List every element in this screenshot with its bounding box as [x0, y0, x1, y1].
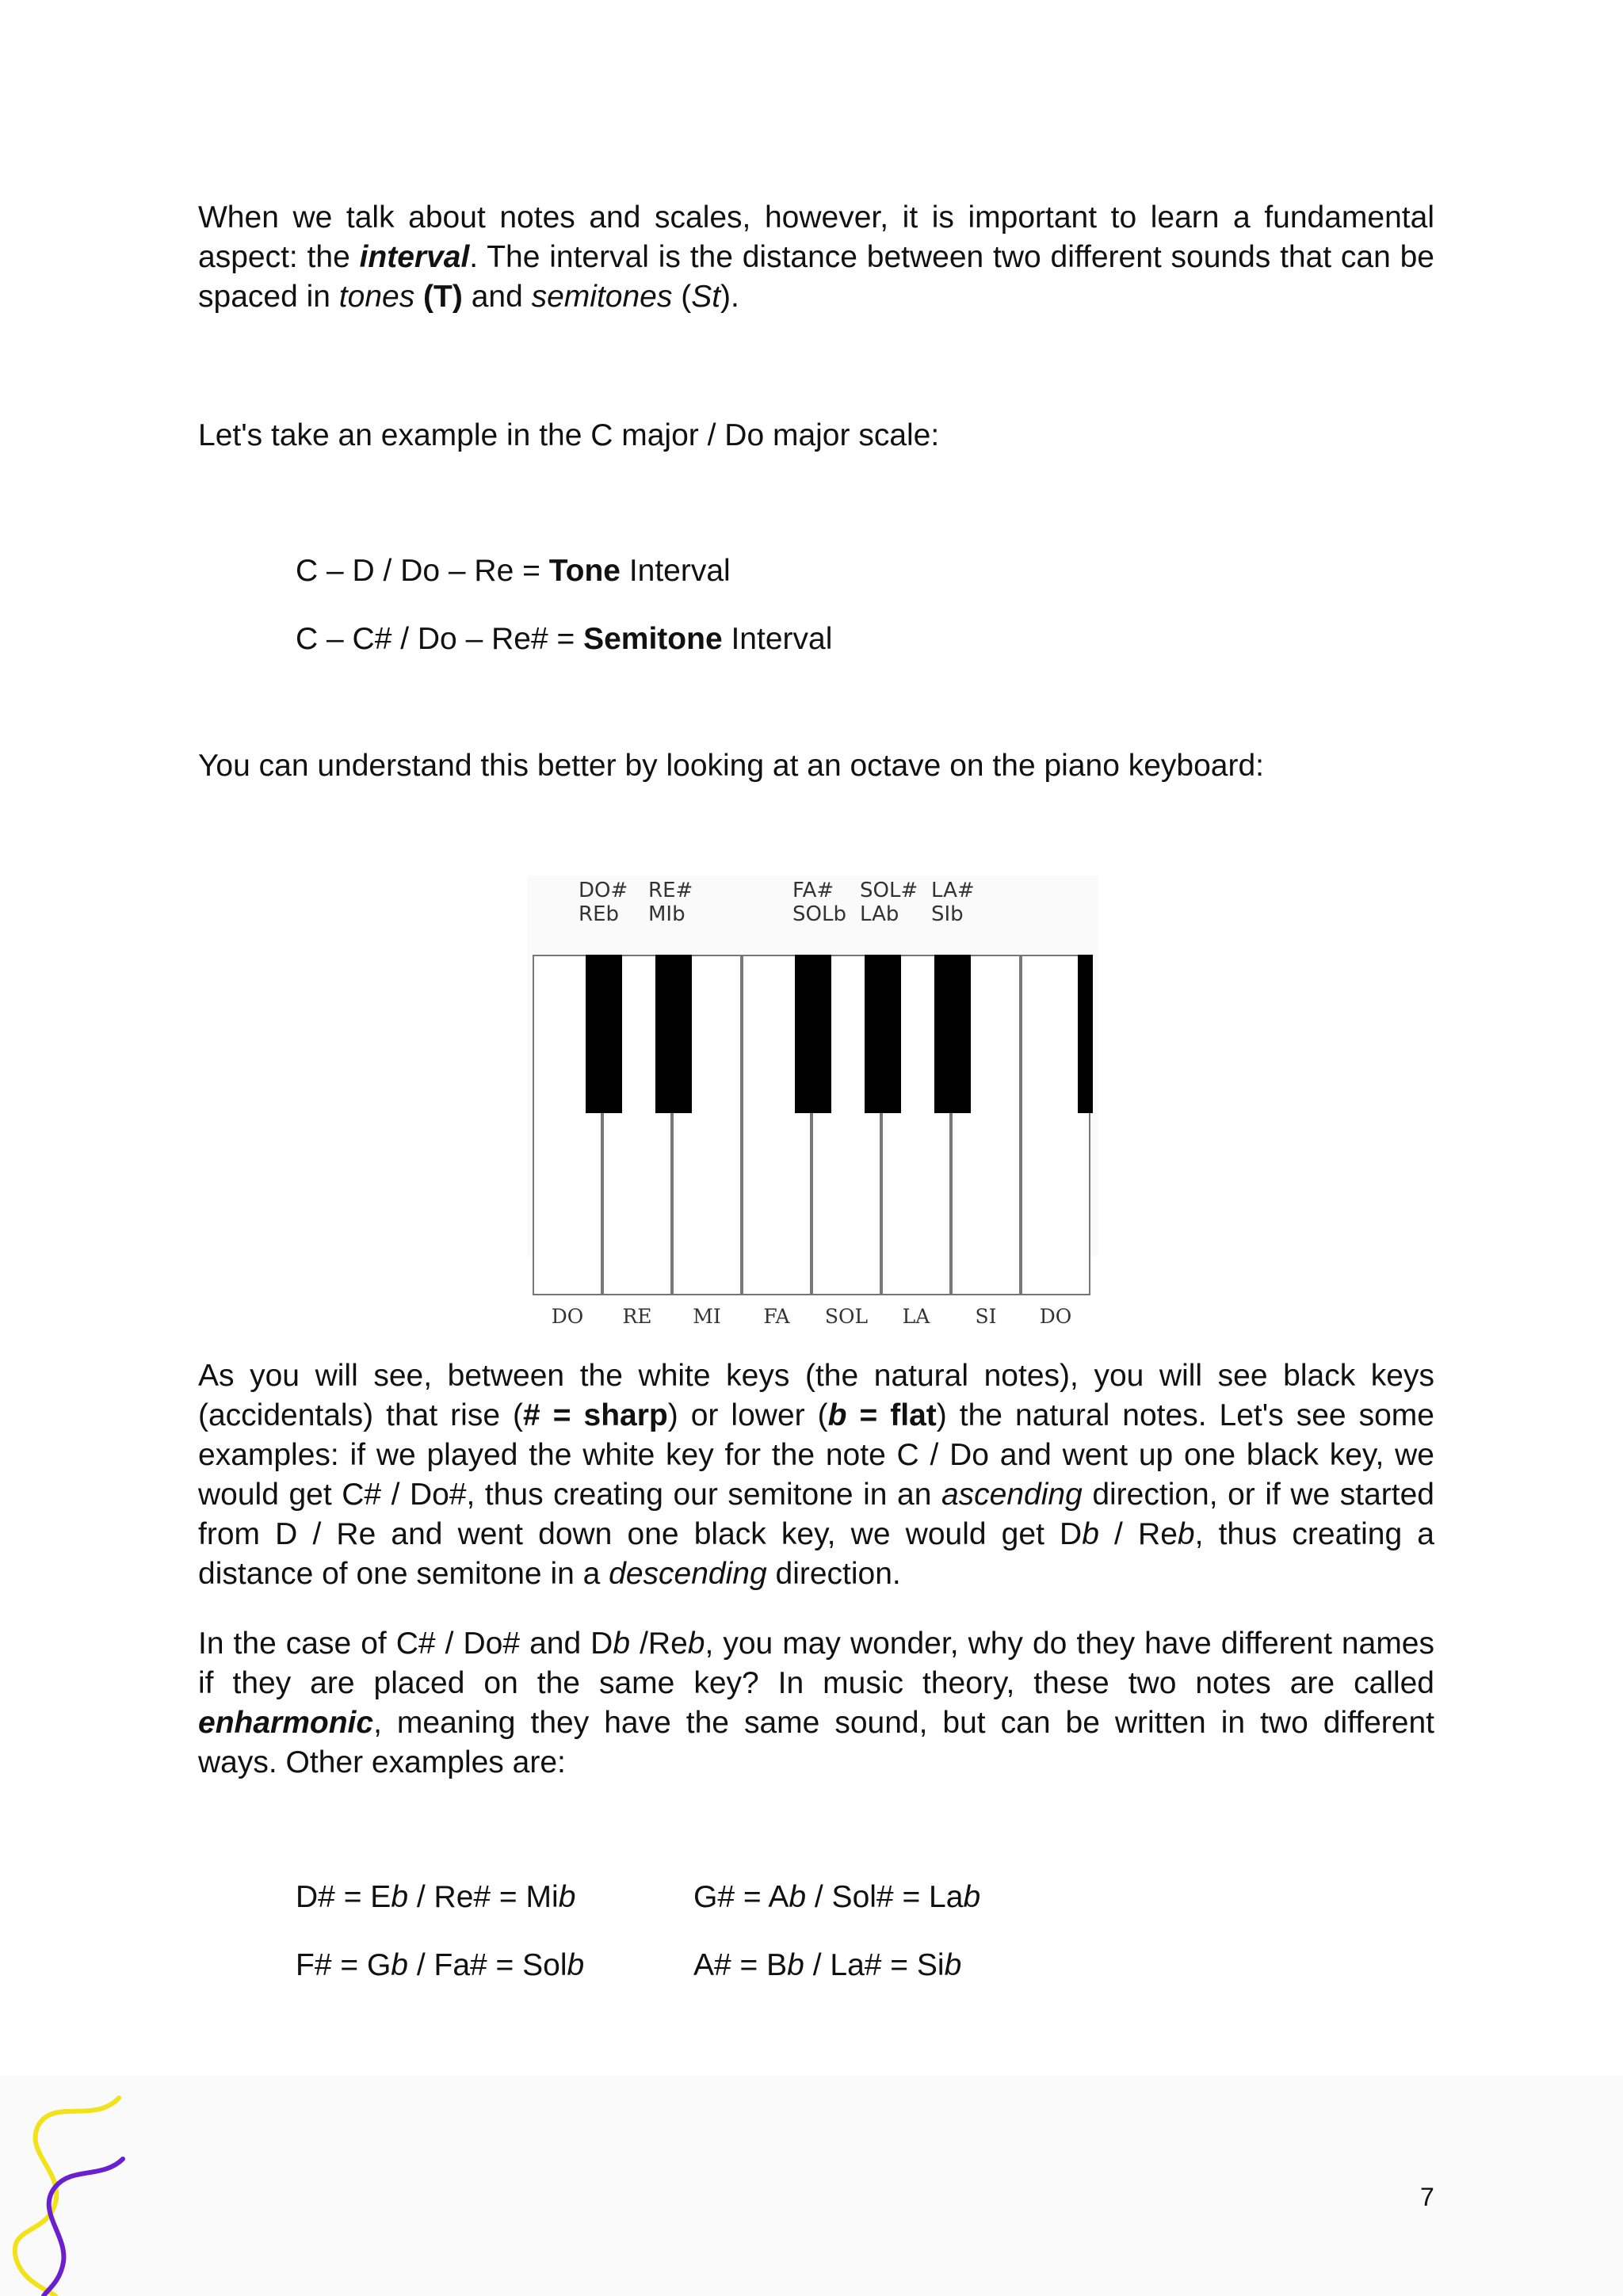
- black-key-la-sharp: [934, 955, 971, 1113]
- example-intro: Let's take an example in the C major / Do major scale:: [198, 418, 940, 452]
- keyboard-intro: You can understand this better by looking at an octave on the piano keyboard:: [198, 749, 1265, 783]
- white-key-label-fa: FA: [763, 1305, 790, 1328]
- white-key-label-sol: SOL: [824, 1305, 869, 1328]
- black-key-fa-sharp: [795, 955, 831, 1113]
- black-key-label-4: SOL# LAb: [860, 879, 918, 926]
- black-key-do-sharp: [586, 955, 622, 1113]
- enharmonic-example-g-sharp: G# = Ab / Sol# = Lab: [693, 1880, 981, 1914]
- semitone-interval-line: C – C# / Do – Re# = Semitone Interval: [296, 622, 833, 656]
- black-key-sol-sharp: [865, 955, 901, 1113]
- decorative-swirl-icon: [0, 2092, 135, 2296]
- white-key-label-mi: MI: [693, 1305, 721, 1328]
- intro-paragraph: When we talk about notes and scales, however, it is important to learn a fundamental aspect: the interval. The interval is the distance between two different sounds that can be spaced in tones (T) and semitones (St).: [198, 200, 1434, 314]
- white-key-label-re: RE: [622, 1305, 652, 1328]
- white-key-label-do: DO: [551, 1305, 584, 1328]
- black-key-partial: [1078, 955, 1093, 1113]
- white-key-label-la: LA: [902, 1305, 930, 1328]
- tone-interval-line: C – D / Do – Re = Tone Interval: [296, 554, 731, 588]
- keyboard: [533, 955, 1093, 1328]
- black-key-re-sharp: [655, 955, 692, 1113]
- enharmonic-example-d-sharp: D# = Eb / Re# = Mib: [296, 1880, 576, 1914]
- black-key-label-3: FA# SOLb: [792, 879, 846, 926]
- black-key-label-5: LA# SIb: [931, 879, 975, 926]
- black-key-label-2: RE# MIb: [648, 879, 693, 926]
- enharmonic-paragraph: In the case of C# / Do# and Db /Reb, you may wonder, why do they have different names if they are placed on the same key? In music theory, these two notes are called enharmonic, meaning they have the same sound, but can be written in two different ways. Other examples are:: [198, 1627, 1434, 1779]
- piano-keyboard-figure: [527, 875, 1098, 1328]
- enharmonic-example-f-sharp: F# = Gb / Fa# = Solb: [296, 1948, 585, 1982]
- page-footer-band: [0, 2076, 1623, 2296]
- page-number: 7: [1420, 2183, 1434, 2211]
- black-key-label-1: DO# REb: [579, 879, 628, 926]
- enharmonic-example-a-sharp: A# = Bb / La# = Sib: [693, 1948, 962, 1982]
- white-key-label-do-high: DO: [1039, 1305, 1072, 1328]
- accidentals-paragraph: As you will see, between the white keys (the natural notes), you will see black keys (accidentals) that rise (# = sharp) or lower (b = flat) the natural notes. Let's see some examples: if we played the white key for the note C / Do and went up one black key, we would get C# / Do#, thus creating our semitone in an ascending direction, or if we started from D / Re and went down one black key, we would get Db / Reb, thus creating a distance of one semitone in a descending direction.: [198, 1359, 1435, 1591]
- white-key-label-si: SI: [975, 1305, 997, 1328]
